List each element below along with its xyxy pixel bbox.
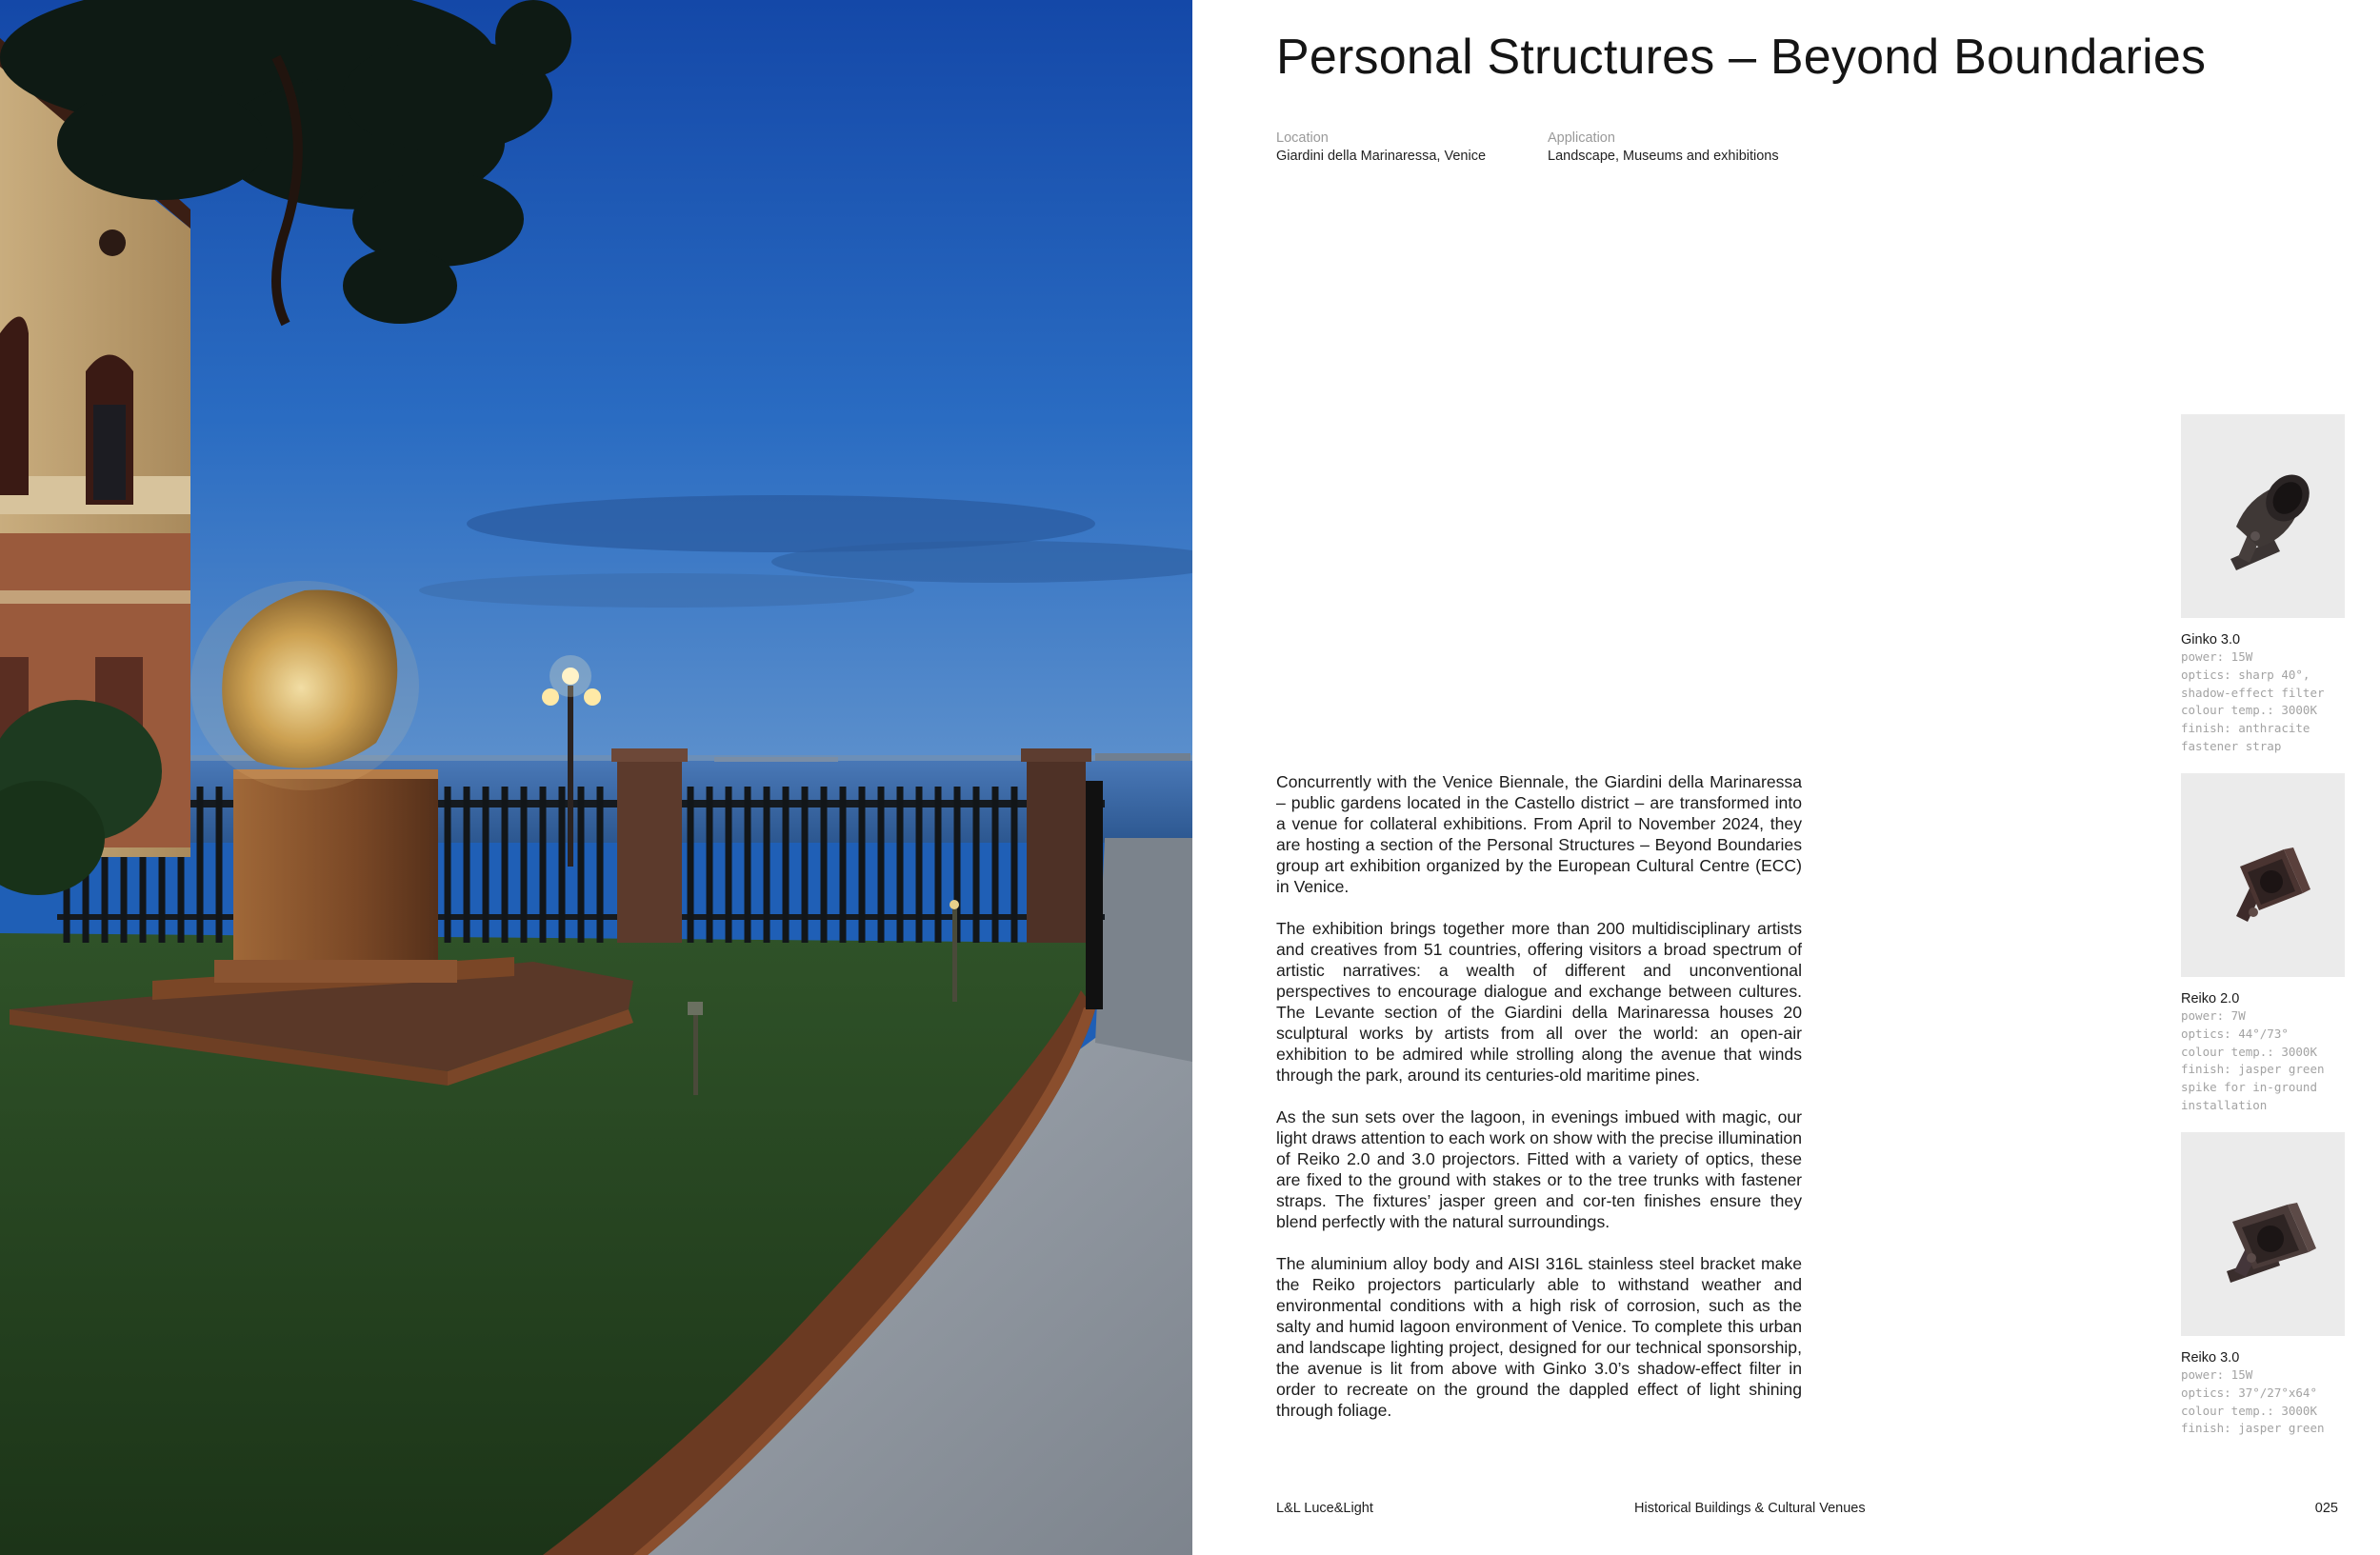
spotlight-projector-icon <box>2181 414 2345 618</box>
product-specs: power: 15W optics: 37°/27°x64° colour temp.: 3000K finish: jasper green <box>2181 1367 2325 1436</box>
product-card-ginko-3 <box>2181 414 2345 756</box>
application-label: Application <box>1548 130 1615 146</box>
article-paragraph: As the sun sets over the lagoon, in evenings imbued with magic, our light draws attention to each work on show with the precise illumination of Reiko 2.0 and 3.0 projectors. Fitted with a variety of optics, these are fixed to the ground with stakes or to the tree trunks with fastener straps. The fixtures’ jasper green and cor-ten finishes ensure they blend perfectly with the natural surroundings. <box>1276 1107 1802 1231</box>
meta-application <box>1548 130 1779 166</box>
article-paragraph: The aluminium alloy body and AISI 316L stainless steel bracket make the Reiko projectors particularly able to withstand weather and environmental conditions with a high risk of corrosion, such as the salty and humid lagoon environment of Venice. To complete this urban and landscape lighting project, designed for our technical sponsorship, the avenue is lit from above with Ginko 3.0’s shadow-effect filter in order to recreate on the ground the dappled effect of light shining through foliage. <box>1276 1254 1802 1420</box>
footer-section: Historical Buildings & Cultural Venues <box>1634 1501 1866 1516</box>
meta-location <box>1276 130 1486 166</box>
square-projector-icon <box>2181 1132 2345 1336</box>
location-label: Location <box>1276 130 1329 146</box>
article-body <box>1276 771 1802 1442</box>
product-image <box>2181 414 2345 618</box>
page-number: 025 <box>2314 1501 2338 1516</box>
location-value: Giardini della Marinaressa, Venice <box>1276 149 1487 164</box>
product-card-reiko-2 <box>2181 773 2345 1115</box>
article-paragraph: The exhibition brings together more than 200 multidisciplinary artists and creatives from 51 countries, offering visitors a broad spectrum of artistic narratives: a wealth of different and unconventional perspectives to encourage dialogue and exchange between cultures. The Levante section of the Giardini della Marinaressa houses 20 sculptural works by artists from all over the world: an open-air exhibition to be admired while strolling along the avenue that winds through the park, around its centuries-old maritime pines. <box>1276 919 1802 1085</box>
product-name: Reiko 3.0 <box>2181 1350 2240 1366</box>
product-name: Reiko 2.0 <box>2181 991 2240 1007</box>
application-value: Landscape, Museums and exhibitions <box>1548 149 1779 164</box>
page-title: Personal Structures – Beyond Boundaries <box>1276 30 2207 85</box>
square-projector-icon <box>2181 773 2345 977</box>
product-image <box>2181 1132 2345 1336</box>
product-name: Ginko 3.0 <box>2181 632 2241 648</box>
product-specs: power: 15W optics: sharp 40°, shadow-effect filter colour temp.: 3000K finish: anthracite fastener strap <box>2181 649 2325 753</box>
product-specs: power: 7W optics: 44°/73° colour temp.: 3000K finish: jasper green spike for in-ground installation <box>2181 1008 2325 1112</box>
article-paragraph: Concurrently with the Venice Biennale, the Giardini della Marinaressa – public gardens located in the Castello district – are transformed into a venue for collateral exhibitions. From April to November 2024, they are hosting a section of the Personal Structures – Beyond Boundaries group art exhibition organized by the European Cultural Centre (ECC) in Venice. <box>1276 772 1802 896</box>
product-image <box>2181 773 2345 977</box>
product-card-reiko-3 <box>2181 1132 2345 1438</box>
footer-brand: L&L Luce&Light <box>1276 1501 1373 1516</box>
